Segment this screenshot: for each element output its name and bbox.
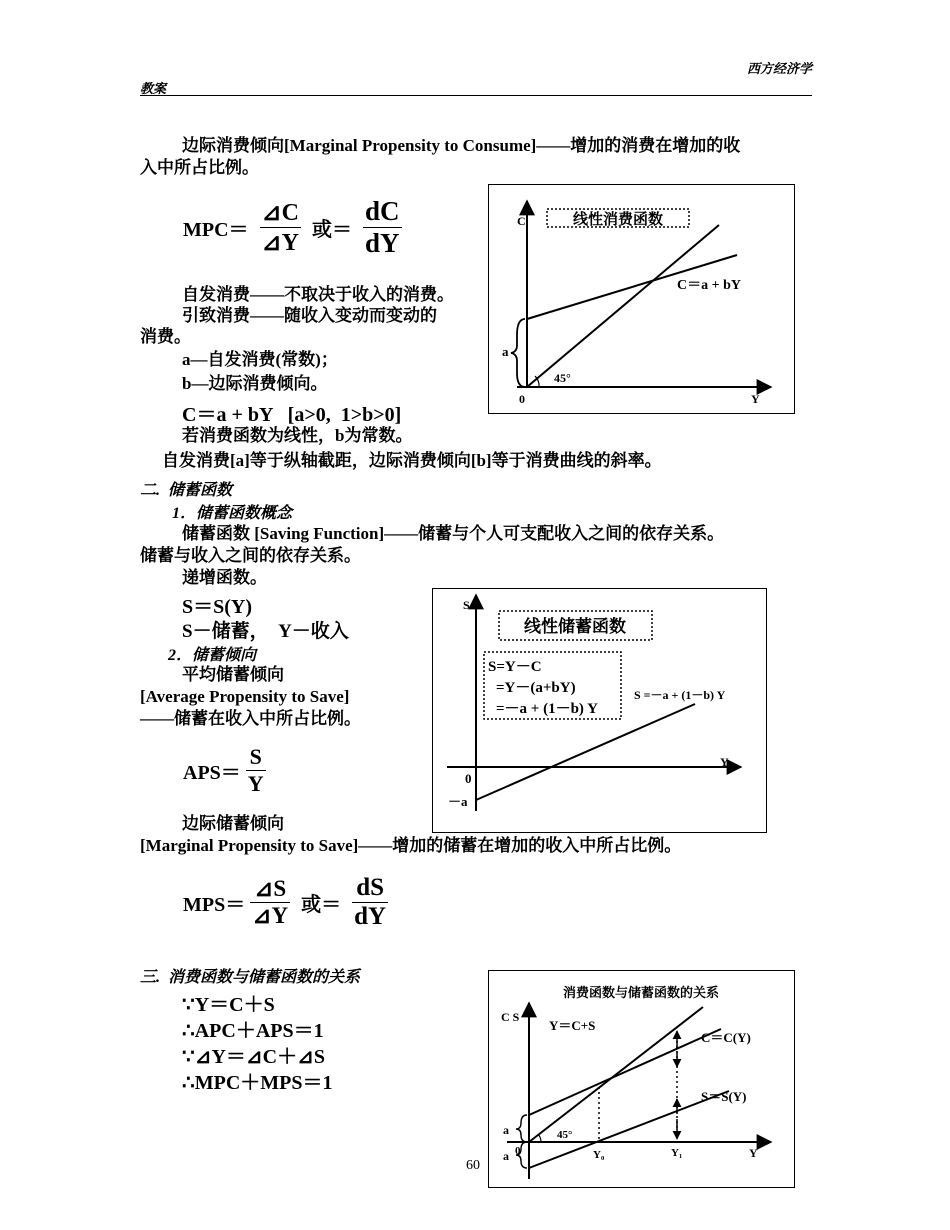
fig3-origin-label: 0 — [515, 1145, 521, 1157]
fig1-angle-label: 45° — [554, 371, 571, 385]
a-definition: a––自发消费(常数)； — [182, 350, 338, 369]
induced-consumption-def: 引致消费––––随收入变动而变动的 — [182, 306, 437, 325]
fig1-x-label: Y — [751, 392, 760, 406]
fig3-consumption-line — [529, 1029, 721, 1115]
mps-or: 或＝ — [301, 894, 342, 916]
fig3-angle-arc — [538, 1134, 541, 1142]
consumption-formula: C＝a + bY [a>0, 1>b>0] — [182, 404, 402, 426]
mpc-den-delta: ⊿Y — [261, 230, 299, 256]
figure-linear-consumption — [488, 184, 795, 414]
fig2-origin-label: 0 — [465, 771, 472, 786]
fig2-derivation-line1: S=Y－C — [488, 659, 542, 675]
fig1-45-degree-line — [527, 225, 719, 387]
mps-english-def: [Marginal Propensity to Save]––––增加的储蓄在增加的收入中所占比例。 — [140, 836, 682, 855]
fig1-a-brace — [511, 319, 525, 387]
mpc-fraction-delta — [260, 198, 301, 257]
header-book-title: 西方经济学 — [746, 61, 812, 76]
header-doc-type: 教案 — [140, 81, 167, 96]
autonomous-consumption-def: 自发消费––––不取决于收入的消费。 — [182, 285, 454, 304]
relation-line-3: ∵⊿Y＝⊿C＋⊿S — [182, 1046, 326, 1068]
mps-den-delta: ⊿Y — [252, 903, 289, 928]
b-definition: b––边际消费倾向。 — [182, 374, 328, 393]
increasing-function-note: 递增函数。 — [182, 568, 267, 587]
fig2-line-label: S =－a + (1－b) Y — [634, 688, 726, 702]
saving-formula: S＝S(Y) — [182, 596, 253, 618]
fig3-line-c-label: C＝C(Y) — [701, 1030, 751, 1045]
fig3-a-bottom-label: a — [503, 1149, 509, 1163]
page-number: 60 — [466, 1158, 480, 1173]
mps-den-d: dY — [354, 903, 387, 930]
fig3-a-brace-top — [516, 1115, 527, 1142]
mps-fraction-delta — [250, 876, 290, 929]
fig2-x-label: Y — [720, 755, 729, 769]
aps-definition: ––––储蓄在收入中所占比例。 — [140, 709, 361, 728]
intercept-slope-note: 自发消费[a]等于纵轴截距，边际消费倾向[b]等于消费曲线的斜率。 — [162, 451, 662, 470]
relation-line-2: ∴APC＋APS＝1 — [182, 1020, 324, 1042]
figure-linear-saving — [432, 588, 767, 833]
fig2-neg-a-label: －a — [448, 794, 468, 809]
relation-line-1: ∵Y＝C＋S — [182, 994, 275, 1016]
aps-label: APS＝ — [183, 762, 241, 784]
mps-formula — [183, 874, 388, 931]
mpc-den-d: dY — [365, 228, 400, 258]
section-saving-function: 二. 储蓄函数 — [140, 482, 233, 499]
fig1-origin-label: 0 — [519, 392, 525, 406]
fig3-title: 消费函数与储蓄函数的关系 — [562, 985, 720, 1000]
mpc-intro-cont: 入中所占比例。 — [140, 158, 259, 177]
linear-note: 若消费函数为线性，b为常数。 — [182, 426, 413, 445]
mpc-or: 或＝ — [312, 219, 352, 241]
fig1-a-label: a — [502, 344, 509, 359]
figure-consumption-saving-relation — [488, 970, 795, 1188]
aps-formula — [183, 744, 266, 797]
fig1-line-label: C＝a + bY — [677, 278, 741, 293]
mps-num-d: dS — [352, 874, 388, 903]
fig2-derivation-line3: =－a + (1－b) Y — [496, 701, 598, 717]
section-relation: 三. 消费函数与储蓄函数的关系 — [140, 969, 361, 986]
mpc-num-delta: ⊿C — [261, 200, 299, 226]
fig3-y0-label: Y₀ — [593, 1149, 605, 1161]
mpc-num-d: dC — [365, 196, 400, 226]
aps-english: [Average Propensity to Save] — [140, 687, 350, 706]
fig3-line-s-label: S＝S(Y) — [701, 1089, 747, 1104]
aps-fraction — [246, 744, 266, 797]
fig2-y-label: S — [463, 598, 470, 612]
aps-name: 平均储蓄倾向 — [182, 665, 284, 684]
fig3-a-top-label: a — [503, 1123, 509, 1137]
fig3-line-y-label: Y＝C+S — [549, 1018, 596, 1033]
fig3-angle-label: 45° — [557, 1129, 573, 1141]
mps-fraction-derivative — [352, 874, 388, 931]
aps-den: Y — [247, 771, 264, 796]
subsection-saving-concept: 1．储蓄函数概念 — [172, 505, 293, 522]
fig1-title: 线性消费函数 — [572, 211, 664, 228]
aps-num: S — [246, 744, 266, 771]
header-rule — [140, 95, 812, 96]
saving-function-def: 储蓄函数 [Saving Function]––––储蓄与个人可支配收入之间的依存关系。 — [182, 524, 725, 543]
mpc-formula — [183, 196, 402, 259]
mpc-fraction-derivative — [363, 196, 402, 259]
fig3-y-label: C S — [501, 1010, 520, 1024]
fig3-y1-label: Y₁ — [671, 1147, 683, 1159]
mpc-intro: 边际消费倾向[Marginal Propensity to Consume]––––增加的消费在增加的收 — [182, 136, 741, 155]
saving-function-def-cont: 储蓄与收入之间的依存关系。 — [140, 546, 361, 565]
subsection-saving-propensity: 2．储蓄倾向 — [168, 647, 257, 664]
relation-line-4: ∴MPC＋MPS＝1 — [182, 1072, 333, 1094]
mpc-label: MPC＝ — [183, 219, 249, 241]
fig2-title: 线性储蓄函数 — [524, 617, 626, 636]
fig3-x-label: Y — [749, 1146, 758, 1160]
saving-variables: S－储蓄， Y－收入 — [182, 621, 349, 642]
mps-num-delta: ⊿S — [250, 876, 290, 903]
fig2-derivation-line2: =Y－(a+bY) — [496, 680, 576, 696]
fig1-y-label: C — [517, 214, 526, 228]
mps-label: MPS＝ — [183, 894, 246, 916]
induced-consumption-cont: 消费。 — [140, 327, 191, 346]
mps-name: 边际储蓄倾向 — [182, 814, 284, 833]
